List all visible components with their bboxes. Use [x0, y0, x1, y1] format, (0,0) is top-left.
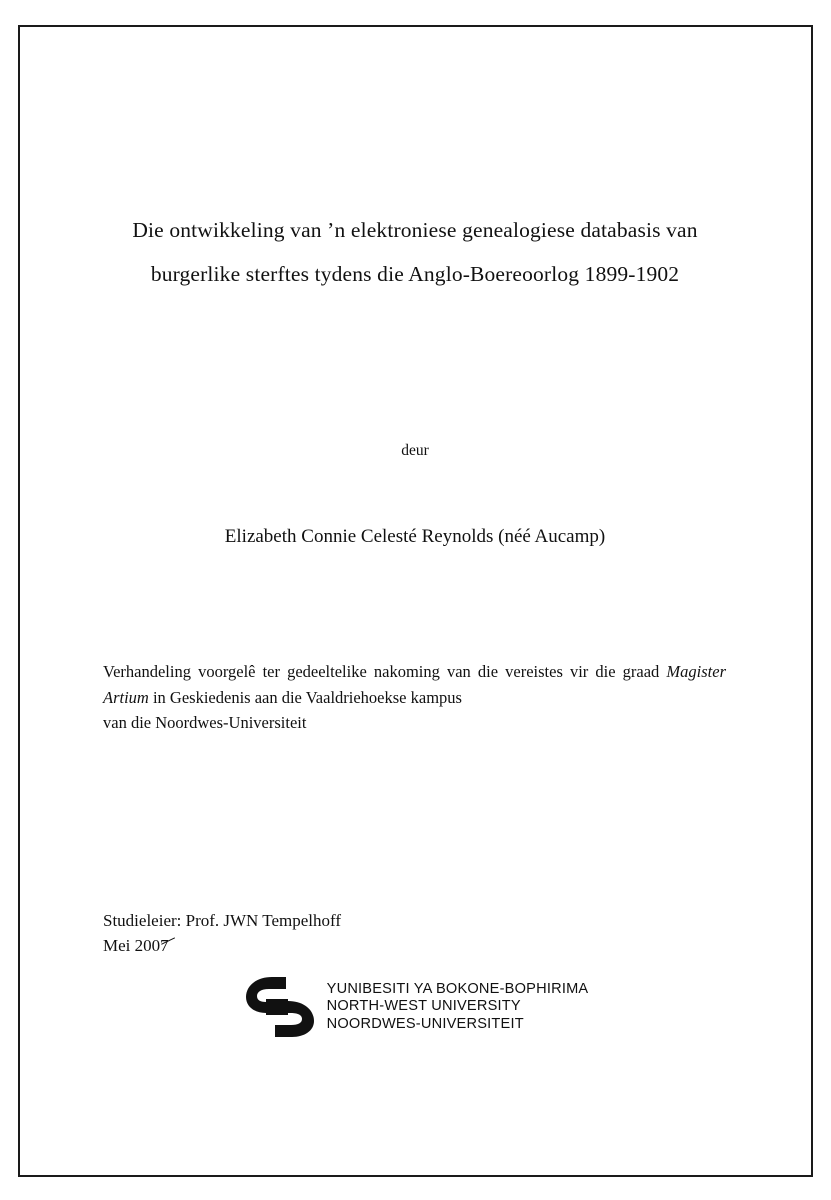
by-label: deur	[401, 442, 429, 459]
logo-text	[327, 981, 589, 1034]
date-line: Mei 2007	[103, 936, 169, 955]
logo-line-1: YUNIBESITI YA BOKONE-BOPHIRIMA	[326, 980, 589, 997]
university-logo	[100, 973, 730, 1041]
logo-line-2: NORTH-WEST UNIVERSITY	[326, 998, 521, 1015]
degree-statement	[103, 659, 726, 736]
logo-line-3: NOORDWES-UNIVERSITEIT	[326, 1015, 524, 1032]
author-name: Elizabeth Connie Celesté Reynolds (néé Aucamp)	[224, 526, 606, 547]
statement-part-2: in Geskiedenis aan die Vaaldriehoekse kampus	[148, 687, 462, 707]
date-line-wrap	[103, 933, 169, 958]
supervisor-line: Studieleier: Prof. JWN Tempelhoff	[103, 911, 342, 930]
title-line-2: burgerlike sterftes tydens die Anglo-Boereoorlog 1899-1902	[150, 262, 680, 286]
statement-part-1: Verhandeling voorgelê ter gedeeltelike nakoming van die vereistes vir die graad	[103, 662, 667, 681]
nwu-logo-icon	[242, 973, 318, 1041]
page-title	[100, 208, 730, 296]
supervisor-block	[103, 908, 603, 958]
statement-part-3: van die Noordwes-Universiteit	[103, 713, 307, 732]
degree-name: Magister Artium	[103, 662, 726, 707]
title-line-1: Die ontwikkeling van ’n elektroniese genealogiese databasis van	[132, 218, 698, 242]
title-page-content	[100, 25, 730, 1177]
